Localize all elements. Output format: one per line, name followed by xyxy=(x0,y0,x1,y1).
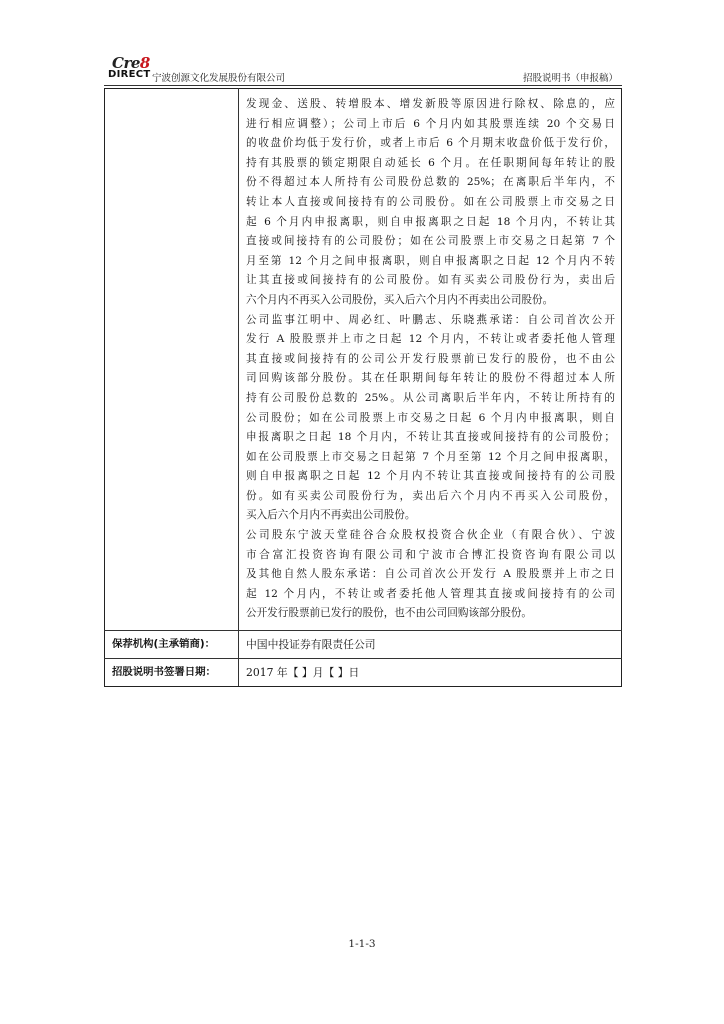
commitment-text-line: 市合富汇投资咨询有限公司和宁波市合博汇投资咨询有限公司以 xyxy=(246,548,615,561)
commitment-text-line: 公司股份；如在公司股票上市交易之日起 6 个月内申报离职，则自 xyxy=(246,411,615,424)
commitment-text-line: 份。如有买卖公司股份行为，卖出后六个月内不再买入公司股份， xyxy=(246,489,615,502)
document-title: 招股说明书（申报稿） xyxy=(522,73,618,84)
commitment-text-line: 起 6 个月内申报离职，则自申报离职之日起 18 个月内，不转让其 xyxy=(246,215,615,228)
commitment-text-line: 发行 A 股股票并上市之日起 12 个月内，不转让或者委托他人管理 xyxy=(246,333,615,346)
sponsor-value: 中国中投证券有限责任公司 xyxy=(246,638,376,652)
logo-wordmark-top: Cre8 xyxy=(112,54,150,72)
commitment-text-line: 其直接或间接持有的公司公开发行股票前已发行的股份，也不由公 xyxy=(246,352,615,365)
company-name: 宁波创源文化发展股份有限公司 xyxy=(152,73,286,84)
commitment-text-line: 公司监事江明中、周必红、叶鹏志、乐晓燕承诺：自公司首次公开 xyxy=(246,313,615,326)
commitment-text-line: 份不得超过本人所持有公司股份总数的 25%；在离职后半年内，不 xyxy=(246,176,615,189)
commitment-text-line: 买入后六个月内不再卖出公司股份。 xyxy=(246,509,416,522)
commitment-text-line: 发现金、送股、转增股本、增发新股等原因进行除权、除息的，应 xyxy=(246,98,615,110)
commitment-text-line: 让其直接或间接持有的公司股份。如有买卖公司股份行为，卖出后 xyxy=(246,274,615,287)
prospectus-info-table xyxy=(104,88,622,687)
commitment-text-line: 及其他自然人股东承诺：自公司首次公开发行 A 股股票并上市之日 xyxy=(246,568,615,581)
commitment-text-line: 进行相应调整）；公司上市后 6 个月内如其股票连续 20 个交易日 xyxy=(246,117,615,130)
sponsor-value-cell xyxy=(239,631,622,659)
signing-date-row xyxy=(105,659,622,687)
sponsor-label-cell xyxy=(105,631,239,659)
commitment-text-line: 转让本人直接或间接持有的公司股份。如在公司股票上市交易之日 xyxy=(246,195,615,208)
signing-date-value-cell xyxy=(239,659,622,687)
company-logo xyxy=(108,54,156,86)
signing-date-label: 招股说明书签署日期： xyxy=(112,666,216,679)
sponsor-row xyxy=(105,631,622,659)
commitment-text-line: 直接或间接持有的公司股份；如在公司股票上市交易之日起第 7 个 xyxy=(246,235,615,248)
commitment-text-line: 持有公司股份总数的 25%。从公司离职后半年内，不转让所持有的 xyxy=(246,391,615,404)
commitment-text-line: 六个月内不再买入公司股份，买入后六个月内不再卖出公司股份。 xyxy=(246,293,554,306)
header-divider xyxy=(104,85,622,86)
commitment-text-line: 公司股东宁波天堂硅谷合众股权投资合伙企业（有限合伙）、宁波 xyxy=(246,529,615,542)
commitment-text-line: 的收盘价均低于发行价，或者上市后 6 个月期末收盘价低于发行价， xyxy=(246,137,615,150)
commitment-text-line: 公开发行股票前已发行的股份，也不由公司回购该部分股份。 xyxy=(246,607,533,620)
commitment-text-line: 则自申报离职之日起 12 个月内不转让其直接或间接持有的公司股 xyxy=(246,470,615,483)
signing-date-value: 2017 年【 】月【 】日 xyxy=(246,666,360,680)
commitments-text xyxy=(239,89,621,630)
commitment-text-line: 月至第 12 个月之间申报离职，则自申报离职之日起 12 个月内不转 xyxy=(246,254,615,267)
sponsor-label: 保荐机构(主承销商)： xyxy=(112,638,216,651)
commitment-text-line: 申报离职之日起 18 个月内，不转让其直接或间接持有的公司股份； xyxy=(246,431,615,444)
commitments-content-cell xyxy=(239,89,622,631)
page-number: 1-1-3 xyxy=(348,938,376,950)
page-header xyxy=(104,54,622,90)
signing-date-label-cell xyxy=(105,659,239,687)
logo-wordmark-bottom: DIRECT xyxy=(108,69,151,80)
commitment-text-line: 起 12 个月内，不转让或者委托他人管理其直接或间接持有的公司 xyxy=(246,587,615,600)
commitment-text-line: 如在公司股票上市交易之日起第 7 个月至第 12 个月之间申报离职， xyxy=(246,450,616,463)
commitment-text-line: 持有其股票的锁定期限自动延长 6 个月。在任职期间每年转让的股 xyxy=(246,156,615,169)
commitments-row xyxy=(105,89,622,631)
commitments-label-cell xyxy=(105,89,239,631)
commitment-text-line: 司回购该部分股份。其在任职期间每年转让的股份不得超过本人所 xyxy=(246,372,615,385)
